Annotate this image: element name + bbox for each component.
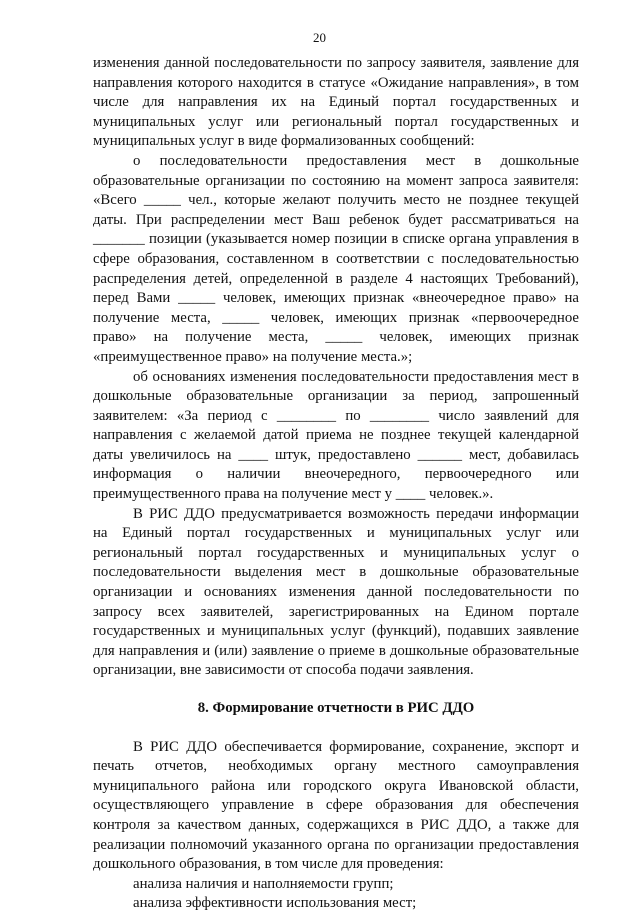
page-number: 20 bbox=[313, 30, 326, 45]
section-heading: 8. Формирование отчетности в РИС ДДО bbox=[197, 700, 475, 716]
list-item-places-analysis: анализа эффективности использования мест; bbox=[133, 895, 417, 912]
paragraph-change-reasons: об основаниях изменения последовательности предоставления мест в дошкольные образовательные организации за период, запрошенный заявителем: «За период с ________ по ________ число заявлений для направления с желаемой датой приема не позднее текущей календарной даты увеличилось на ____ штук, предоставлено ______ мест, добавилась информация о наличии внеочередного, первоочередного или преимущественного права на получение мест у ____ человек.». bbox=[93, 368, 579, 503]
list-item-groups-analysis: анализа наличия и наполняемости групп; bbox=[133, 875, 394, 892]
paragraph-queue-order: о последовательности предоставления мест в дошкольные образовательные организации по состоянию на момент запроса заявителя: «Всего _____ чел., которые желают получить место не позднее текущей даты. При распределении мест Ваш ребенок будет рассматриваться на _______ позиции (указывается номер позиции в списке органа управления в сфере образования, составленном в соответствии с последовательностью распределения детей, определенной в разделе 4 настоящих Требований), перед Вами _____ человек, имеющих признак «внеочередное право» на получение места, _____ человек, имеющих признак «первоочередное право» на получение места, _____ человек, имеющих признак «преимущественное право» на получение места.»; bbox=[93, 152, 579, 365]
paragraph-portal-transfer: В РИС ДДО предусматривается возможность передачи информации на Единый портал государственных и муниципальных услуг или региональный портал государственных и муниципальных услуг о последовательности выделения мест в дошкольные образовательные организации и основаниях изменения данной последовательности по запросу всех заявителей, зарегистрированных на Едином портале государственных и муниципальных услуг (функций), подавших заявление для направления и (или) заявление о приеме в дошкольные образовательные организации, вне зависимости от способа подачи заявления. bbox=[93, 505, 579, 679]
document-body bbox=[93, 54, 579, 914]
paragraph-reporting: В РИС ДДО обеспечивается формирование, сохранение, экспорт и печать отчетов, необходимых органу местного самоуправления муниципального района или городского округа Ивановской области, осуществляющего управление в сфере образования для обеспечения контроля за качеством данных, содержащихся в РИС ДДО, а также для реализации полномочий указанного органа по организации предоставления дошкольного образования, в том числе для проведения: bbox=[93, 738, 579, 873]
paragraph-status-messages: изменения данной последовательности по запросу заявителя, заявление для направления которого находится в статусе «Ожидание направления», в том числе для направления их на Единый портал государственных и муниципальных услуг или региональный портал государственных и муниципальных услуг в виде формализованных сообщений: bbox=[93, 55, 579, 150]
